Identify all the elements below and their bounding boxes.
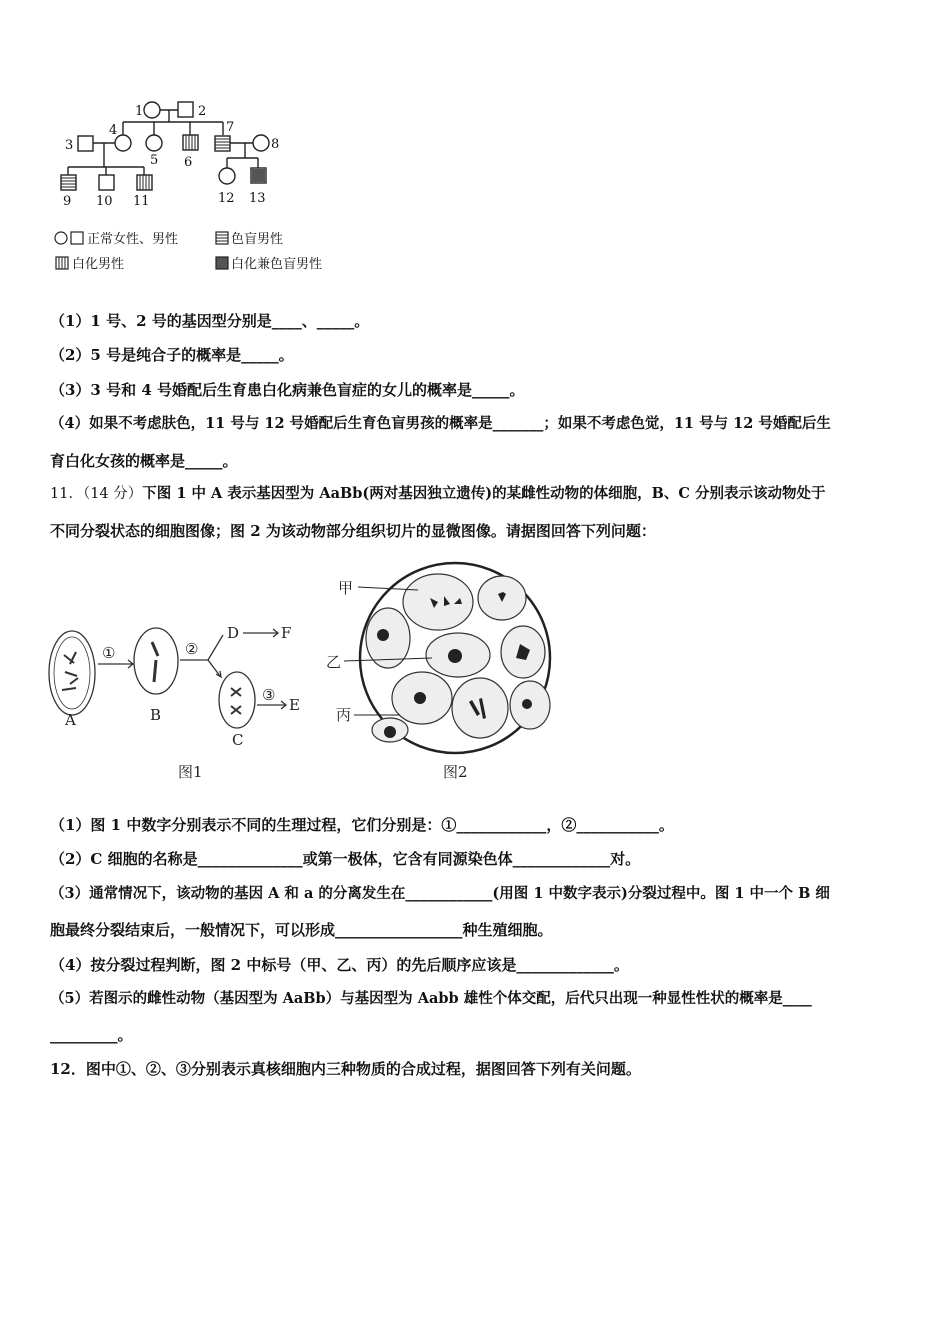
label-A: A: [65, 711, 76, 729]
individual-5: [146, 135, 162, 151]
pedigree-chart: [50, 95, 370, 285]
cell-A: [49, 631, 95, 715]
num-9: 9: [63, 194, 72, 209]
cell-C: [219, 672, 255, 728]
label-C: C: [232, 731, 244, 749]
label-yi: 乙: [326, 653, 342, 671]
num-4: 4: [109, 123, 118, 138]
fig2-caption: 图2: [443, 763, 468, 781]
step-1: ①: [102, 644, 116, 662]
q11-number: 11．（14 分）: [50, 486, 143, 502]
label-F: F: [281, 624, 292, 642]
q11-sub3-line1: （3）通常情况下，该动物的基因 A 和 a 的分离发生在____________(用图 1 中数字表示)分裂过程中。图 1 中一个 B 细: [50, 885, 830, 902]
q10-sub4-line1: （4）如果不考虑肤色，11 号与 12 号婚配后生育色盲男孩的概率是_______；如果不考虑色觉，11 号与 12 号婚配后生: [50, 415, 831, 432]
num-8: 8: [271, 137, 280, 152]
q11-sub4: （4）按分裂过程判断，图 2 中标号（甲、乙、丙）的先后顺序应该是_____________。: [50, 956, 629, 974]
q11-sub5-line1: （5）若图示的雌性动物（基因型为 AaBb）与基因型为 Aabb 雄性个体交配，后代只出现一种显性性状的概率是____: [50, 990, 812, 1007]
num-13: 13: [249, 191, 266, 206]
individual-10: [99, 175, 114, 190]
q11-intro-text: 下图 1 中 A 表示基因型为 AaBb(两对基因独立遗传)的某雌性动物的体细胞，B、C 分别表示该动物处于: [142, 485, 826, 502]
individual-9: [61, 175, 76, 190]
individual-6: [183, 135, 198, 150]
individual-8: [253, 135, 269, 151]
fig1-caption: 图1: [178, 763, 203, 781]
legend-colorblind: 色盲男性: [231, 232, 284, 247]
legend-albino: 白化男性: [72, 257, 125, 272]
step-3: ③: [262, 686, 276, 704]
q11-intro-line1: [50, 484, 825, 504]
num-3: 3: [65, 138, 74, 153]
q10-sub2: （2）5 号是纯合子的概率是_____。: [50, 346, 294, 364]
legend-both: 白化兼色盲男性: [231, 257, 323, 272]
individual-11: [137, 175, 152, 190]
individual-1: [144, 102, 160, 118]
num-6: 6: [184, 155, 193, 170]
q11-sub5-line2: _________。: [50, 1026, 133, 1044]
num-7: 7: [226, 120, 235, 135]
step-2: ②: [185, 640, 199, 658]
label-jia: 甲: [338, 579, 354, 597]
q11-sub2: （2）C 细胞的名称是______________或第一极体，它含有同源染色体_____________对。: [50, 850, 641, 868]
q10-sub4-line2: 育白化女孩的概率是_____。: [50, 452, 238, 470]
micrograph: [344, 563, 550, 753]
q11-sub3-line2: 胞最终分裂结束后，一般情况下，可以形成_________________种生殖细胞。: [50, 921, 553, 939]
num-12: 12: [218, 191, 235, 206]
num-2: 2: [198, 104, 207, 119]
individual-2: [178, 102, 193, 117]
q10-sub1: （1）1 号、2 号的基因型分别是____、_____。: [50, 312, 370, 330]
legend-normal: 正常女性、男性: [87, 232, 179, 247]
individual-3: [78, 136, 93, 151]
figure-1-2: [40, 560, 560, 785]
q11-intro-line2: 不同分裂状态的细胞图像；图 2 为该动物部分组织切片的显微图像。请据图回答下列问题：: [50, 522, 656, 540]
label-bing: 丙: [336, 706, 352, 724]
num-5: 5: [150, 153, 159, 168]
num-1: 1: [135, 104, 144, 119]
label-D: D: [227, 624, 240, 642]
individual-7: [215, 136, 230, 151]
individual-12: [219, 168, 235, 184]
individual-4: [115, 135, 131, 151]
label-B: B: [150, 706, 162, 724]
q10-sub3: （3）3 号和 4 号婚配后生育患白化病兼色盲症的女儿的概率是_____。: [50, 381, 525, 399]
num-11: 11: [133, 194, 150, 209]
q12-intro: 12．图中①、②、③分别表示真核细胞内三种物质的合成过程，据图回答下列有关问题。: [50, 1060, 641, 1078]
q11-sub1: （1）图 1 中数字分别表示不同的生理过程，它们分别是：①____________，②___________。: [50, 816, 674, 834]
num-10: 10: [96, 194, 113, 209]
label-E: E: [289, 696, 300, 714]
